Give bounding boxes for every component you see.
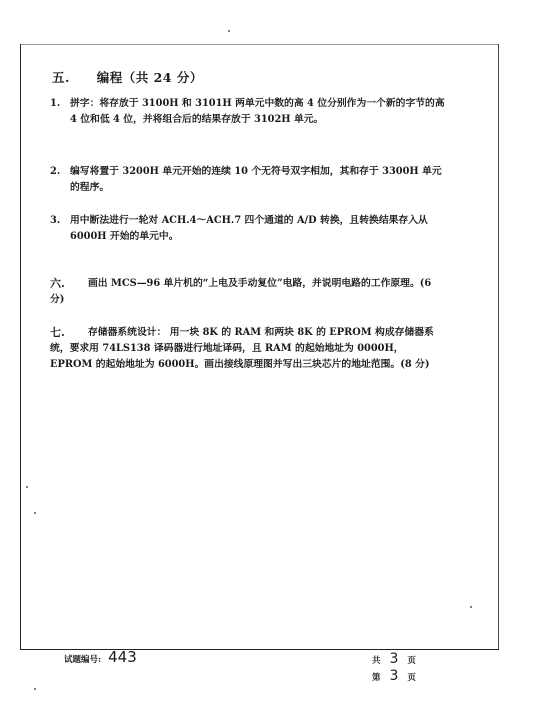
scan-speck <box>34 512 36 514</box>
section-5-title: 编程（共 24 分） <box>96 70 203 85</box>
question-item <box>50 213 445 244</box>
section-7-number: 七. <box>50 326 65 339</box>
total-pages-prefix: 共 <box>372 656 381 666</box>
section-7-text: 存储器系统设计： 用一块 8K 的 RAM 和两块 8K 的 EPROM 构成存储器系统，要求用 74LS138 译码器进行地址译码，且 RAM 的起始地址为 0000H，EPROM 的起始地址为 6000H。画出接线原理图并写出三块芯片的地址范围。(8 分) <box>50 327 434 370</box>
question-index: 3. <box>50 215 61 226</box>
question-item <box>50 164 445 195</box>
question-text: 拼字：将存放于 3100H 和 3101H 两单元中数的高 4 位分别作为一个新的字节的高 4 位和低 4 位，并将组合后的结果存放于 3102H 单元。 <box>70 98 445 125</box>
section-6-number: 六. <box>50 277 65 290</box>
current-page-value: 3 <box>389 668 399 684</box>
exam-code <box>64 648 137 666</box>
scan-speck <box>34 688 36 690</box>
total-pages <box>372 651 416 667</box>
current-page-suffix: 页 <box>407 673 416 683</box>
question-text: 编写将置于 3200H 单元开始的连续 10 个无符号双字相加，其和存于 3300H 单元的程序。 <box>70 166 442 193</box>
scan-speck <box>26 486 28 488</box>
section-5-number: 五. <box>52 70 70 85</box>
question-index: 2. <box>50 166 61 177</box>
question-index: 1. <box>50 98 61 109</box>
exam-code-label: 试题编号: <box>64 655 102 665</box>
section-5-heading <box>52 68 203 86</box>
section-6-text: 画出 MCS—96 单片机的“上电及手动复位”电路，并说明电路的工作原理。(6 分) <box>50 278 432 305</box>
current-page-prefix: 第 <box>372 673 381 683</box>
question-text: 用中断法进行一轮对 ACH.4～ACH.7 四个通道的 A/D 转换，且转换结果存入从 6000H 开始的单元中。 <box>70 215 428 242</box>
current-page <box>372 668 416 684</box>
section-6 <box>50 276 440 308</box>
question-item <box>50 96 445 127</box>
scan-speck <box>470 606 472 608</box>
scan-speck <box>228 30 230 32</box>
total-pages-value: 3 <box>389 651 399 667</box>
section-7 <box>50 325 440 373</box>
exam-code-value: 443 <box>108 648 137 666</box>
total-pages-suffix: 页 <box>407 656 416 666</box>
